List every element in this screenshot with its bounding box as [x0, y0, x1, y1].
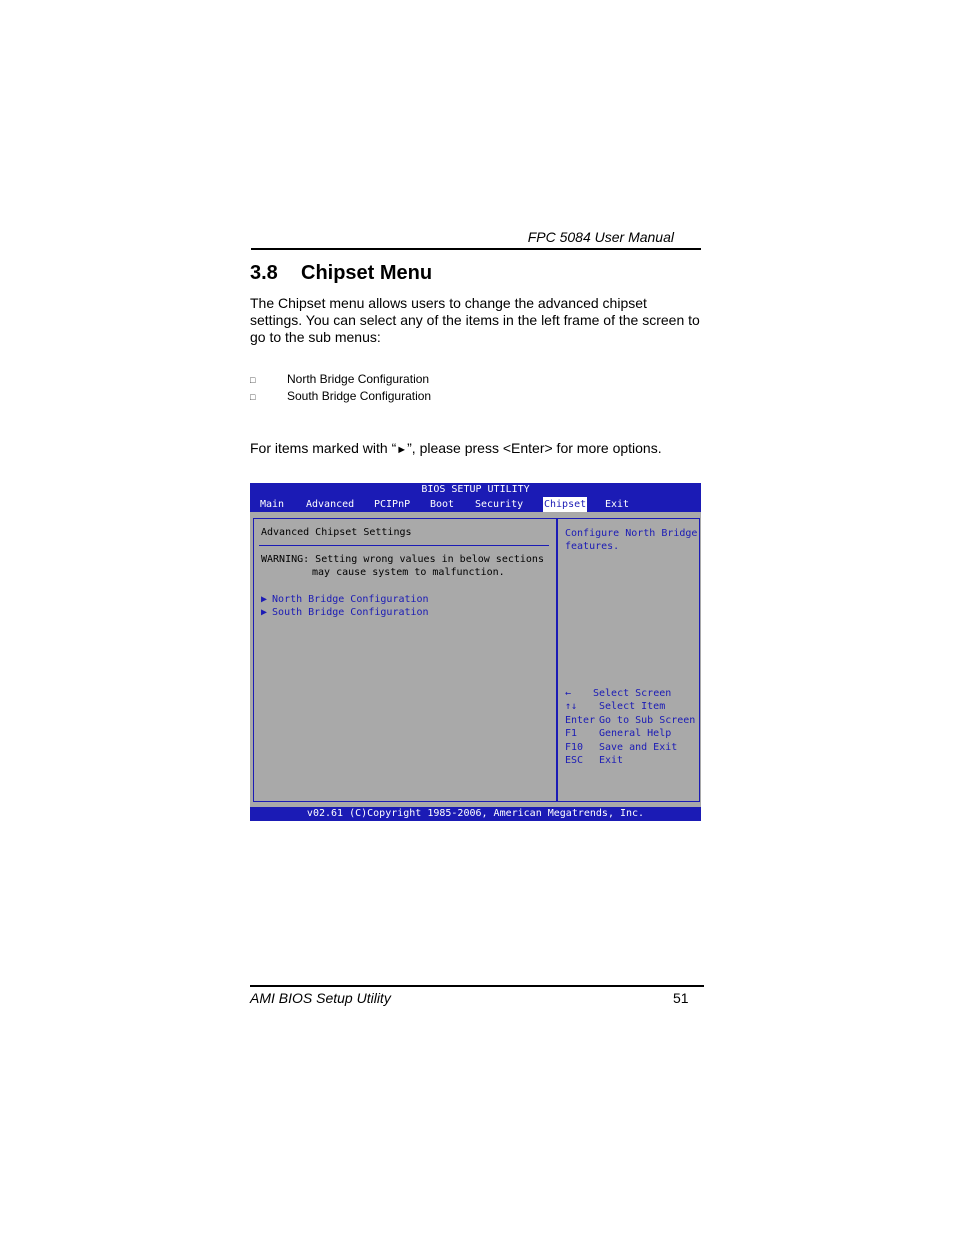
bios-warning-line: WARNING: Setting wrong values in below sections [261, 554, 544, 565]
bios-screenshot [250, 483, 701, 821]
bios-submenu-north-bridge[interactable] [261, 594, 429, 605]
bios-submenu-label: South Bridge Configuration [272, 607, 429, 618]
bios-menu-advanced[interactable]: Advanced [306, 499, 355, 510]
key-description: Select Screen [593, 688, 672, 699]
key-name: ESC [565, 755, 584, 766]
note-text-after: ”, please press <Enter> for more options. [407, 440, 662, 456]
note-text-before: For items marked with “ [250, 440, 397, 456]
footer-rule [250, 985, 704, 987]
up-down-arrow-icon: ↑↓ [565, 701, 578, 712]
bios-menu-chipset[interactable]: Chipset [544, 499, 587, 510]
bullet-label: South Bridge Configuration [287, 389, 432, 403]
manual-title: FPC 5084 User Manual [527, 229, 674, 245]
key-name: F1 [565, 728, 578, 739]
bios-key-legend-row [565, 741, 677, 755]
bullet-item [250, 372, 429, 389]
bios-menu-pcipnp[interactable]: PCIPnP [374, 499, 411, 510]
bios-panel-title: Advanced Chipset Settings [261, 527, 412, 538]
bios-help-text: features. [565, 541, 620, 552]
bios-submenu-label: North Bridge Configuration [272, 594, 429, 605]
key-description: Save and Exit [599, 742, 678, 753]
bios-help-panel [557, 518, 700, 802]
footer-title: AMI BIOS Setup Utility [250, 990, 391, 1006]
bios-menu-exit[interactable]: Exit [605, 499, 630, 510]
bios-key-legend-row [565, 714, 695, 728]
key-description: Select Item [599, 701, 666, 712]
submenu-arrow-icon: ▶ [261, 594, 268, 605]
header-rule [251, 248, 701, 250]
bios-key-legend-row [565, 754, 623, 768]
bullet-glyph-icon: □ [250, 392, 256, 402]
key-name: Enter [565, 715, 596, 726]
bullet-glyph-icon: □ [250, 375, 256, 385]
bios-warning-line: may cause system to malfunction. [312, 567, 505, 578]
submenu-arrow-icon: ▶ [261, 607, 268, 618]
key-description: Exit [599, 755, 624, 766]
intro-paragraph: The Chipset menu allows users to change the advanced chipset settings. You can select any of the items in the left frame of the screen to go to the sub menus: [250, 295, 700, 345]
bios-key-legend-row [565, 700, 665, 714]
section-number: 3.8 [250, 262, 278, 284]
bios-menu-boot[interactable]: Boot [430, 499, 455, 510]
submenu-marker-icon: ► [396, 444, 408, 456]
key-name: F10 [565, 742, 584, 753]
section-title-text: Chipset Menu [301, 262, 433, 284]
bios-help-text: Configure North Bridge [565, 528, 698, 539]
bullet-label: North Bridge Configuration [287, 372, 430, 386]
bios-menu-main[interactable]: Main [260, 499, 285, 510]
key-description: General Help [599, 728, 672, 739]
left-arrow-icon: ← [565, 688, 572, 699]
bios-menu-security[interactable]: Security [475, 499, 524, 510]
bullet-item [250, 389, 431, 406]
section-title [250, 262, 432, 285]
bios-key-legend-row [565, 727, 671, 741]
bios-copyright-bar: v02.61 (C)Copyright 1985-2006, American Megatrends, Inc. [250, 807, 701, 821]
bios-menu-bar [250, 497, 701, 512]
bios-title-bar: BIOS SETUP UTILITY [250, 483, 701, 497]
bios-panel-divider [259, 545, 549, 546]
bios-left-panel [253, 518, 557, 802]
bios-submenu-south-bridge[interactable] [261, 607, 429, 618]
key-description: Go to Sub Screen [599, 715, 696, 726]
page-number: 51 [673, 990, 689, 1006]
enter-note [250, 440, 662, 456]
bios-key-legend-row [565, 687, 671, 701]
